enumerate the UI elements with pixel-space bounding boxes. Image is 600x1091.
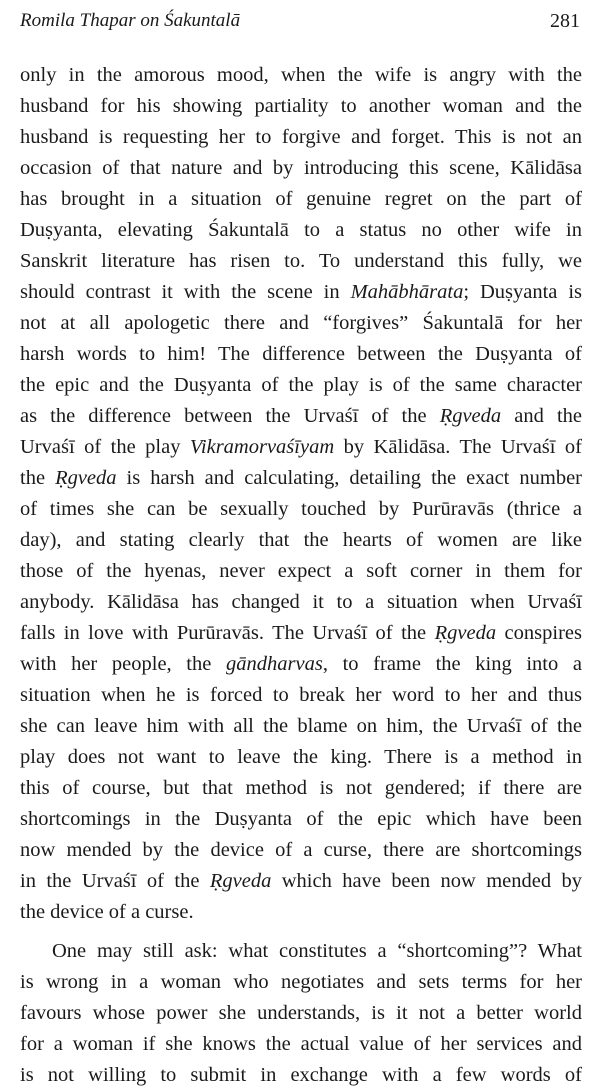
text-line (20, 1029, 582, 1060)
text-run: of times she can be sexually touched by Purūravās (thrice a (20, 498, 582, 520)
text-line (20, 1060, 582, 1091)
text-line (20, 866, 582, 897)
text-run: harsh words to him! The difference between the Duṣyanta of (20, 343, 582, 365)
text-line (20, 463, 582, 494)
text-run: ; Duṣyanta is (463, 281, 583, 303)
text-line (20, 370, 582, 401)
page-number: 281 (550, 10, 580, 32)
text-line (20, 277, 582, 308)
text-line (20, 835, 582, 866)
text-run: anybody. Kālidāsa has changed it to a situation when Urvaśī (20, 591, 582, 613)
text-line (20, 649, 582, 680)
text-run: the (20, 467, 56, 489)
text-line (20, 215, 582, 246)
text-run: now mended by the device of a curse, there are shortcomings (20, 839, 582, 861)
paragraph (20, 60, 582, 928)
text-line (20, 525, 582, 556)
text-run: the epic and the Duṣyanta of the play is of the same character (20, 374, 582, 396)
text-line (20, 680, 582, 711)
text-run: conspires (496, 622, 582, 644)
text-run: which have been now mended by (271, 870, 583, 892)
text-line (20, 339, 582, 370)
text-run: Duṣyanta, elevating Śakuntalā to a status no other wife in (20, 219, 582, 241)
text-run: Sanskrit literature has risen to. To understand this fully, we (20, 250, 582, 272)
text-line (20, 587, 582, 618)
text-line (20, 742, 582, 773)
text-line (20, 494, 582, 525)
text-run: should contrast it with the scene in (20, 281, 351, 303)
paragraph-gap (20, 928, 582, 936)
text-line (20, 246, 582, 277)
text-line (20, 432, 582, 463)
text-run: by Kālidāsa. The Urvaśī of (334, 436, 582, 458)
text-run: has brought in a situation of genuine regret on the part of (20, 188, 582, 210)
italic-term: Ṛgveda (434, 622, 497, 644)
text-line (20, 618, 582, 649)
text-line (20, 897, 582, 928)
text-run: , to frame the king into a (322, 653, 582, 675)
text-line (20, 153, 582, 184)
text-run: with her people, the (20, 653, 226, 675)
text-line (20, 804, 582, 835)
text-run: Urvaśī of the play (20, 436, 190, 458)
text-run: those of the hyenas, never expect a soft corner in them for (20, 560, 582, 582)
text-line (20, 184, 582, 215)
text-run: the device of a curse. (20, 901, 194, 923)
text-run: she can leave him with all the blame on him, the Urvaśī of the (20, 715, 582, 737)
text-run: One may still ask: what constitutes a “shortcoming”? What (52, 940, 582, 962)
body-text (20, 60, 582, 1091)
text-run: falls in love with Purūravās. The Urvaśī of the (20, 622, 435, 644)
text-run: not at all apologetic there and “forgives” Śakuntalā for her (20, 312, 582, 334)
text-line (20, 773, 582, 804)
paragraph (20, 936, 582, 1091)
text-run: play does not want to leave the king. There is a method in (20, 746, 582, 768)
text-run: as the difference between the Urvaśī of the (20, 405, 440, 427)
text-line (20, 91, 582, 122)
text-line (20, 60, 582, 91)
text-run: this of course, but that method is not gendered; if there are (20, 777, 582, 799)
text-run: situation when he is forced to break her word to her and thus (20, 684, 582, 706)
text-run: occasion of that nature and by introducing this scene, Kālidāsa (20, 157, 582, 179)
text-line (20, 122, 582, 153)
text-run: is not willing to submit in exchange with a few words of (20, 1064, 582, 1086)
italic-term: gāndharvas (226, 653, 323, 675)
text-run: for a woman if she knows the actual value of her services and (20, 1033, 582, 1055)
text-run: is wrong in a woman who negotiates and sets terms for her (20, 971, 582, 993)
text-line (20, 308, 582, 339)
text-line (20, 711, 582, 742)
text-run: shortcomings in the Duṣyanta of the epic which have been (20, 808, 582, 830)
text-run: favours whose power she understands, is it not a better world (20, 1002, 582, 1024)
running-head: Romila Thapar on Śakuntalā (20, 10, 241, 31)
italic-term: Ṛgveda (209, 870, 272, 892)
text-run: is harsh and calculating, detailing the exact number (116, 467, 582, 489)
text-line (20, 556, 582, 587)
text-run: in the Urvaśī of the (20, 870, 210, 892)
text-run: husband is requesting her to forgive and forget. This is not an (20, 126, 582, 148)
text-run: husband for his showing partiality to another woman and the (20, 95, 582, 117)
text-run: and the (501, 405, 582, 427)
text-line (20, 998, 582, 1029)
italic-term: Vikramorvaśīyam (189, 436, 335, 458)
text-line (20, 936, 582, 967)
italic-term: Mahābhārata (350, 281, 464, 303)
text-line (20, 401, 582, 432)
text-run: only in the amorous mood, when the wife is angry with the (20, 64, 582, 86)
text-line (20, 967, 582, 998)
text-run: day), and stating clearly that the hearts of women are like (20, 529, 582, 551)
italic-term: Ṛgveda (55, 467, 117, 489)
page-header (0, 8, 600, 36)
italic-term: Ṛgveda (439, 405, 502, 427)
